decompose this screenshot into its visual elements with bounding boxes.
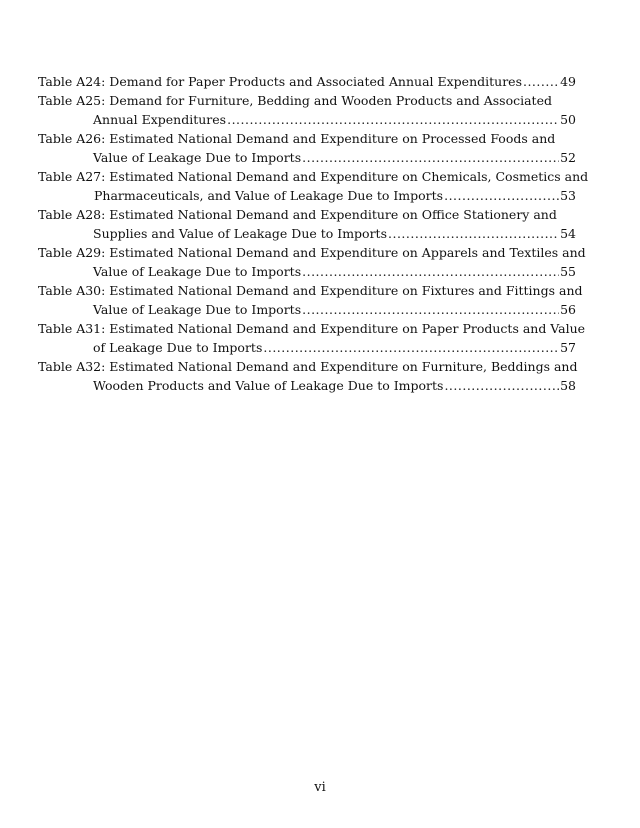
leader-dots: [444, 376, 559, 395]
leader-dots: [444, 186, 559, 205]
toc-entry[interactable]: [38, 91, 576, 129]
toc-entry-continuation: [38, 110, 576, 129]
toc-entry-continuation: [38, 148, 576, 167]
toc-entry-line: [38, 129, 576, 148]
toc-entry-continuation: [38, 338, 576, 357]
toc-entry[interactable]: [38, 319, 586, 357]
leader-dots: [302, 148, 559, 167]
toc-entry-title-continued: Value of Leakage Due to Imports: [93, 150, 302, 165]
toc-entry[interactable]: [38, 205, 576, 243]
toc-entry-continuation: [38, 376, 576, 395]
toc-entry-title-continued: Pharmaceuticals, and Value of Leakage Due to Imports: [94, 188, 444, 203]
toc-page-number: 57: [560, 340, 576, 355]
toc-entry-title: Table A30: Estimated National Demand and Expenditure on Fixtures and Fittings and: [38, 283, 583, 298]
toc-page-number: 49: [560, 74, 576, 89]
leader-dots: [302, 300, 559, 319]
toc-page-number: 50: [560, 112, 576, 127]
toc-entry-line: [38, 357, 576, 376]
toc-entry-line: [38, 205, 576, 224]
leader-dots: [302, 262, 559, 281]
toc-entry-title: Table A25: Demand for Furniture, Bedding and Wooden Products and Associated: [38, 93, 552, 108]
toc-entry-title: Table A29: Estimated National Demand and Expenditure on Apparels and Textiles and: [38, 245, 586, 260]
leader-dots: [227, 110, 559, 129]
toc-page-number: 52: [560, 150, 576, 165]
toc-entry-line: [38, 91, 576, 110]
toc-entry[interactable]: [38, 72, 576, 91]
toc-entry-line: [38, 319, 586, 338]
page-footer-number: vi: [314, 780, 326, 795]
toc-entry[interactable]: [38, 243, 586, 281]
toc-entry-title-continued: Value of Leakage Due to Imports: [93, 302, 302, 317]
toc-entry-title-continued: Supplies and Value of Leakage Due to Imports: [93, 226, 388, 241]
toc-page-number: 56: [560, 302, 576, 317]
toc-entry-line: [38, 72, 576, 91]
toc-entry-title: Table A31: Estimated National Demand and Expenditure on Paper Products and Value: [38, 321, 586, 336]
toc-entry-title: Table A28: Estimated National Demand and Expenditure on Office Stationery and: [38, 207, 557, 222]
toc-page-number: 54: [560, 226, 576, 241]
toc-entry[interactable]: [38, 357, 576, 395]
toc-entry-title: Table A26: Estimated National Demand and Expenditure on Processed Foods and: [38, 131, 556, 146]
toc-entry-title-continued: Annual Expenditures: [93, 112, 227, 127]
toc-entry[interactable]: [38, 129, 576, 167]
toc-entry[interactable]: [38, 167, 589, 205]
toc-entry-continuation: [38, 262, 576, 281]
toc-entry-line: [38, 281, 583, 300]
toc-entry-continuation: [38, 186, 576, 205]
toc-page-number: 55: [560, 264, 576, 279]
toc-entry-title: Table A27: Estimated National Demand and Expenditure on Chemicals, Cosmetics and: [38, 169, 589, 184]
toc-page-number: 58: [560, 378, 576, 393]
leader-dots: [388, 224, 559, 243]
leader-dots: [263, 338, 559, 357]
toc-page-number: 53: [560, 188, 576, 203]
toc-entry-title-continued: Wooden Products and Value of Leakage Due to Imports: [93, 378, 444, 393]
table-of-contents: [38, 72, 589, 395]
toc-entry-line: [38, 243, 586, 262]
toc-entry-title-continued: Value of Leakage Due to Imports: [93, 264, 302, 279]
toc-entry-continuation: [38, 300, 576, 319]
leader-dots: [523, 72, 559, 91]
toc-entry-title: Table A32: Estimated National Demand and Expenditure on Furniture, Beddings and: [38, 359, 578, 374]
toc-entry-title-continued: of Leakage Due to Imports: [93, 340, 263, 355]
toc-entry-title: Table A24: Demand for Paper Products and Associated Annual Expenditures: [38, 74, 522, 89]
toc-entry[interactable]: [38, 281, 583, 319]
toc-entry-continuation: [38, 224, 576, 243]
toc-entry-line: [38, 167, 589, 186]
